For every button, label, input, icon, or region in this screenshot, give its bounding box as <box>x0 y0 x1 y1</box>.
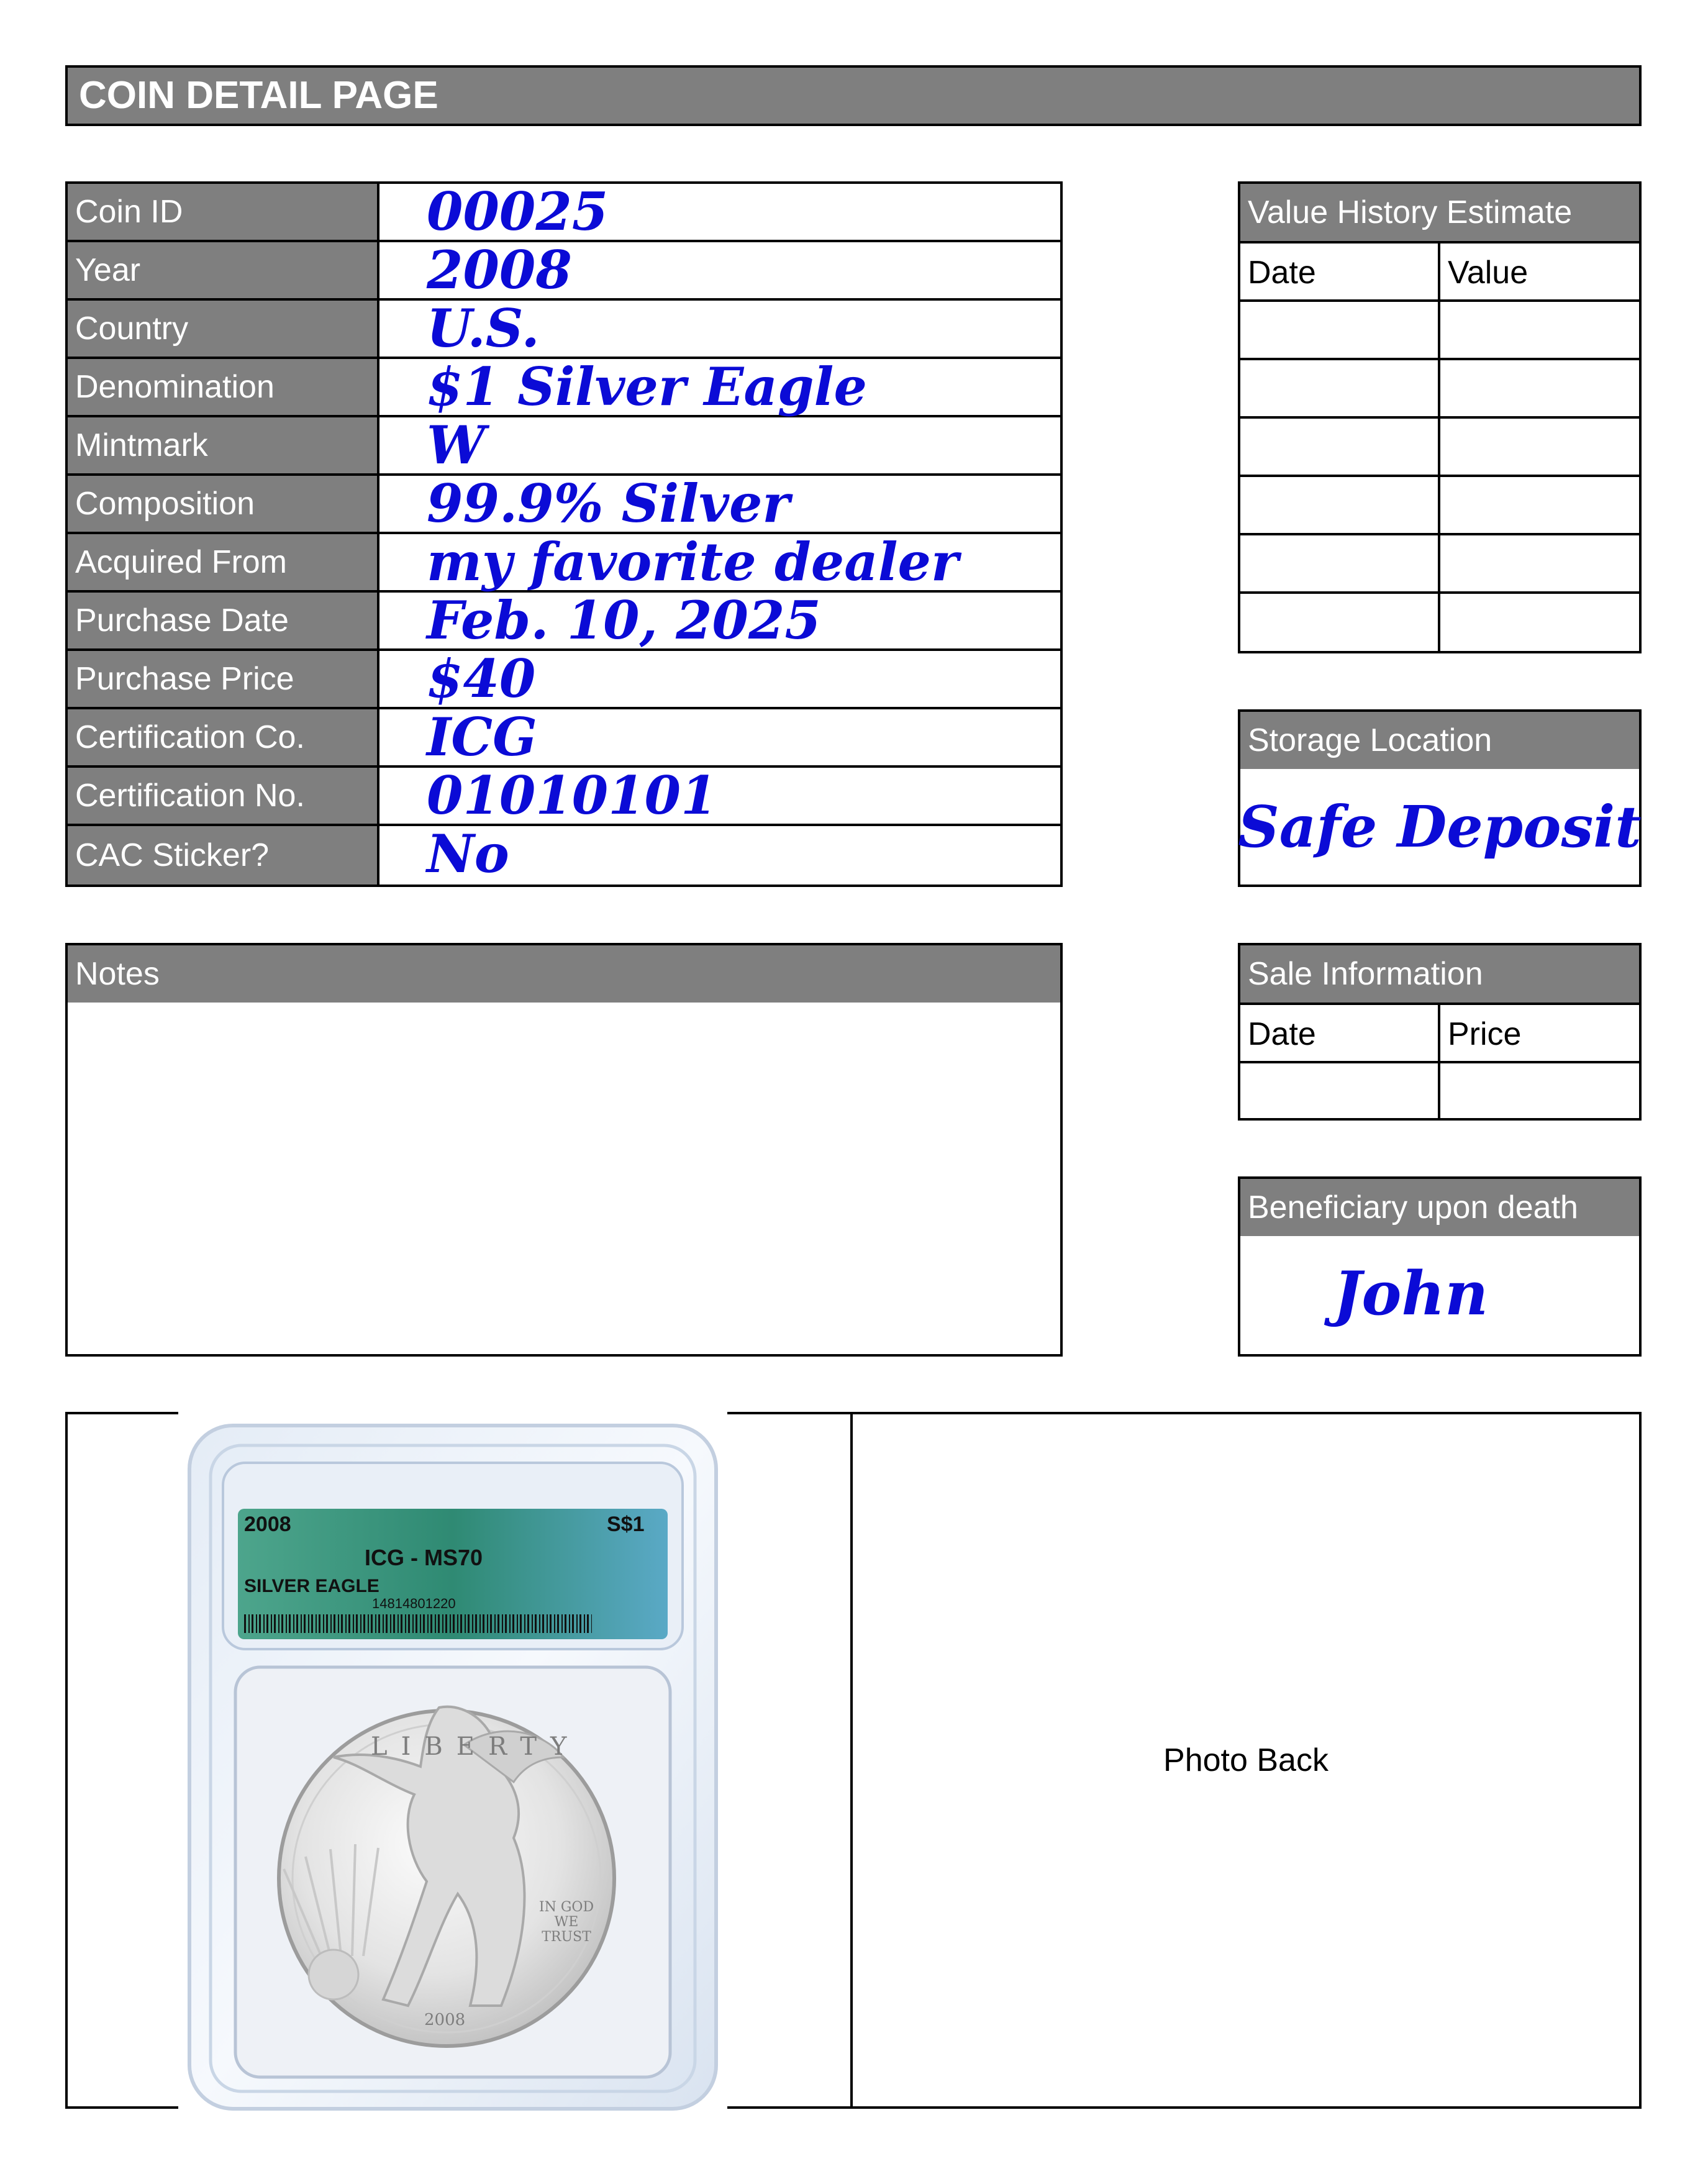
date-cell[interactable] <box>1240 302 1440 360</box>
detail-label: Certification Co. <box>68 709 377 765</box>
table-row <box>1240 358 1639 419</box>
slab-label-name: SILVER EAGLE <box>244 1576 379 1596</box>
column-header-date: Date <box>1240 1005 1440 1063</box>
storage-location-value[interactable]: Safe Deposit <box>1238 793 1642 860</box>
detail-row-country <box>68 298 1060 359</box>
detail-value[interactable]: ICG <box>377 709 1060 765</box>
value-history-table <box>1238 181 1642 653</box>
detail-label: Coin ID <box>68 184 377 240</box>
detail-value[interactable]: W <box>377 417 1060 473</box>
column-header-value: Value <box>1448 255 1529 291</box>
detail-label: Composition <box>68 476 377 532</box>
date-cell[interactable] <box>1240 419 1440 477</box>
slab-label-year: 2008 <box>244 1512 291 1536</box>
detail-value[interactable]: $1 Silver Eagle <box>377 359 1060 415</box>
detail-row-purchase-price <box>68 648 1060 709</box>
detail-value[interactable]: 2008 <box>377 242 1060 298</box>
detail-value[interactable]: my favorite dealer <box>377 534 1060 590</box>
detail-value[interactable]: 00025 <box>377 184 1060 240</box>
detail-label: Mintmark <box>68 417 377 473</box>
detail-label: Purchase Date <box>68 593 377 648</box>
detail-label: Year <box>68 242 377 298</box>
detail-row-acquired-from <box>68 531 1060 593</box>
value-cell[interactable] <box>1440 302 1639 360</box>
beneficiary-box <box>1238 1176 1642 1357</box>
detail-row-coin-id <box>68 181 1060 242</box>
table-header-row <box>1240 241 1639 302</box>
beneficiary-value[interactable]: John <box>1333 1258 1489 1329</box>
value-cell[interactable] <box>1440 535 1639 594</box>
coin-legend-top: LIBERTY <box>371 1732 581 1761</box>
column-header-date: Date <box>1240 243 1440 302</box>
notes-title: Notes <box>68 945 1060 1003</box>
storage-location-title: Storage Location <box>1240 712 1639 769</box>
barcode <box>244 1614 592 1633</box>
detail-value[interactable]: $40 <box>377 651 1060 707</box>
storage-location-box <box>1238 709 1642 887</box>
table-row <box>1240 533 1639 594</box>
detail-label: Denomination <box>68 359 377 415</box>
slab-label-grade: ICG - MS70 <box>365 1545 483 1570</box>
table-header-row <box>1240 1003 1639 1063</box>
detail-row-composition <box>68 473 1060 534</box>
slab-label-denomination: S$1 <box>607 1512 645 1536</box>
detail-value[interactable]: No <box>377 826 1060 885</box>
column-header-price: Price <box>1448 1016 1522 1052</box>
table-row <box>1240 475 1639 535</box>
coin-details-table <box>65 181 1063 887</box>
coin-photo-front <box>178 1409 727 2114</box>
detail-label: Acquired From <box>68 534 377 590</box>
value-cell[interactable] <box>1440 360 1639 419</box>
table-row <box>1240 591 1639 653</box>
photo-back-placeholder[interactable]: Photo Back <box>1163 1742 1329 1778</box>
date-cell[interactable] <box>1240 477 1440 535</box>
notes-box <box>65 943 1063 1357</box>
notes-field[interactable] <box>68 1003 1060 1354</box>
detail-value[interactable]: U.S. <box>377 301 1060 357</box>
coin-motto: IN GOD WE TRUST <box>538 1899 594 1945</box>
value-history-title: Value History Estimate <box>1240 184 1639 241</box>
detail-value[interactable]: 01010101 <box>377 768 1060 824</box>
detail-row-mintmark <box>68 414 1060 476</box>
date-cell[interactable] <box>1240 594 1440 653</box>
value-cell[interactable] <box>1440 594 1639 653</box>
sale-information-table <box>1238 943 1642 1121</box>
detail-value[interactable]: 99.9% Silver <box>377 476 1060 532</box>
value-cell[interactable] <box>1440 419 1639 477</box>
table-row <box>1240 299 1639 360</box>
date-cell[interactable] <box>1240 360 1440 419</box>
detail-label: Country <box>68 301 377 357</box>
detail-row-certification-co <box>68 706 1060 768</box>
detail-row-denomination <box>68 356 1060 417</box>
detail-row-year <box>68 239 1060 301</box>
table-row <box>1240 416 1639 477</box>
date-cell[interactable] <box>1240 535 1440 594</box>
detail-label: Purchase Price <box>68 651 377 707</box>
detail-row-purchase-date <box>68 589 1060 651</box>
price-cell[interactable] <box>1440 1063 1639 1121</box>
photo-panel <box>65 1412 1642 2109</box>
detail-row-cac-sticker <box>68 823 1060 885</box>
value-cell[interactable] <box>1440 477 1639 535</box>
slab-label-serial: 14814801220 <box>372 1596 456 1611</box>
detail-row-certification-no <box>68 765 1060 826</box>
coin-year: 2008 <box>424 2011 466 2029</box>
detail-value[interactable]: Feb. 10, 2025 <box>377 593 1060 648</box>
detail-label: Certification No. <box>68 768 377 824</box>
detail-label: CAC Sticker? <box>68 826 377 885</box>
table-row <box>1240 1061 1639 1121</box>
page-title: COIN DETAIL PAGE <box>65 65 1642 126</box>
sale-information-title: Sale Information <box>1240 945 1639 1003</box>
date-cell[interactable] <box>1240 1063 1440 1121</box>
beneficiary-title: Beneficiary upon death <box>1240 1179 1639 1236</box>
